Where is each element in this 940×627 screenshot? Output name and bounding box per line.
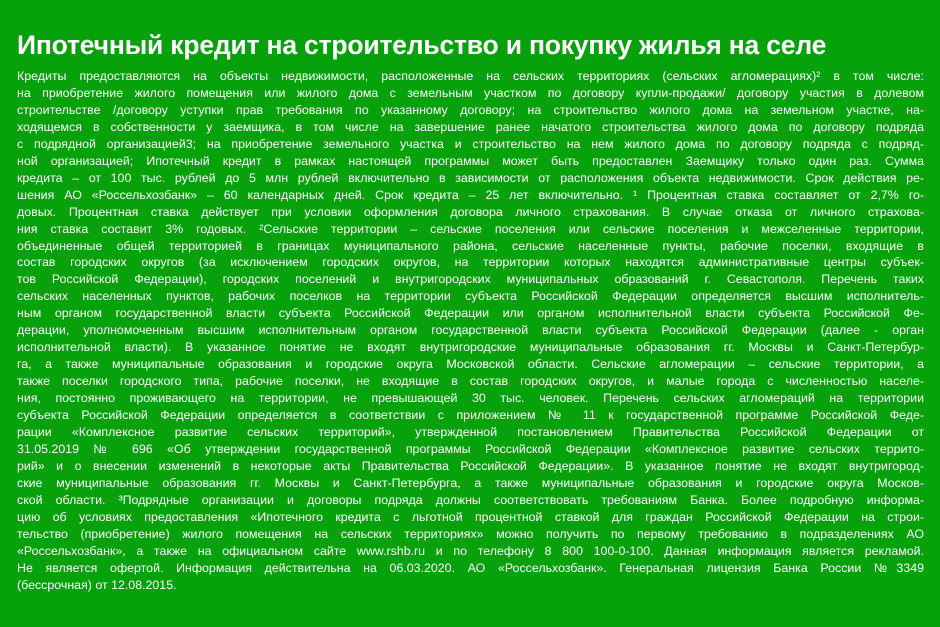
text-line: также поселки городского типа, рабочие поселки, не входящие в состав городских округов, и малые города с численностью населе- <box>17 374 924 389</box>
text-line: га, а также муниципальные образования и городские округа Московской области. Сельские агломерации – сельские территории, а <box>17 357 924 372</box>
text-line: (бессрочная) от 12.08.2015. <box>17 577 177 592</box>
text-line: рации «Комплексное развитие сельских территорий», утвержденной постановлением Правительства Российской Федерации от <box>17 425 924 440</box>
text-line: шения АО «Россельхозбанк» – 60 календарных дней. Срок кредита – 25 лет включительно. ¹ Процентная ставка составляет от 2,7% го- <box>17 187 924 202</box>
text-line: на приобретение жилого помещения или жилого дома с земельным участком по договору купли-продажи/ договору участия в долевом <box>17 85 924 100</box>
text-line: тов Российской Федерации), городских поселений и внутригородских муниципальных образований г. Севастополя. Перечень таких <box>17 272 924 287</box>
text-line: Не является офертой. Информация действительна на 06.03.2020. АО «Россельхозбанк». Генеральная лицензия Банка России №3349 <box>17 560 924 575</box>
page-title: Ипотечный кредит на строительство и покупку жилья на селе <box>17 30 827 60</box>
text-line: сельских населенных пунктов, рабочих поселков на территории субъекта Российской Федерации определяется высшим исполнитель- <box>17 289 924 304</box>
text-line: Кредиты предоставляются на объекты недвижимости, расположенные на сельских территориях (сельских агломерациях)² в том числе: <box>17 69 924 83</box>
text-line: субъекта Российской Федерации определяется в соответствии с приложением № 11 к государственной программе Российской Феде- <box>17 408 924 423</box>
text-line: цию об условиях предоставления «Ипотечного кредита с льготной процентной ставкой для граждан Российской Федерации на строи- <box>17 509 924 524</box>
text-line: ной организацией; Ипотечный кредит в рамках настоящей программы может быть предоставлен Заемщику только один раз. Сумма <box>17 153 924 168</box>
text-line: рий» и о внесении изменений в некоторые акты Правительства Российской Федерации». В указанное понятие не входят внутригород- <box>17 458 924 473</box>
text-line: исполнительной власти). В указанное понятие не входят внутригородские муниципальные образования гг. Москвы и Санкт-Петербур- <box>17 340 924 355</box>
text-line: довых. Процентная ставка действует при условии оформления договора личного страхования. В случае отказа от личного страхова- <box>17 204 924 219</box>
text-line: кредита – от 100 тыс. рублей до 5 млн рублей включительно в зависимости от расположения объекта недвижимости. Срок действия ре- <box>17 170 924 185</box>
text-line: ния, постоянно проживающего на территории, не превышающей 30 тыс. человек. Перечень сельских агломераций на территории <box>17 391 924 406</box>
text-line: тельство (приобретение) жилого помещения на сельских территориях» можно получить по первому требованию в подразделениях АО <box>17 526 924 541</box>
text-line: ходящемся в собственности у заемщика, в том числе на завершение ранее начатого строительства жилого дома по договору подряда <box>17 119 924 134</box>
text-line: с подрядной организацией3; на приобретение земельного участка и строительство на нем жилого дома по договору подряда с подряд- <box>17 136 924 151</box>
text-line: состав городских округов (за исключением городских округов, на территории которых находятся административные центры субъек- <box>17 255 924 270</box>
text-line: «Россельхозбанк», а также на официальном сайте www.rshb.ru и по телефону 8 800 100-0-100. Данная информация является рекламой. <box>17 543 924 558</box>
disclaimer-text <box>17 68 924 594</box>
text-line: ния ставка составит 3% годовых. ²Сельские территории – сельские поселения или сельские поселения и межселенные территории, <box>17 221 924 236</box>
text-line: ские муниципальные образования гг. Москвы и Санкт-Петербурга, а также муниципальные образования и городские округа Москов- <box>17 475 924 490</box>
text-line: строительстве /договору уступки прав требования по указанному договору; на строительство жилого дома на земельном участке, на- <box>17 102 924 117</box>
text-line: 31.05.2019 № 696 «Об утверждении государственной программы Российской Федерации «Комплексное развитие сельских террито- <box>17 441 924 456</box>
text-line: ным органом государственной власти субъекта Российской Федерации или органом исполнительной власти субъекта Российской Фе- <box>17 306 924 321</box>
text-line: ской области. ³Подрядные организации и договоры подряда должны соответствовать требованиям Банка. Более подробную информа- <box>17 492 924 507</box>
text-line: дерации, уполномоченным высшим исполнительным органом государственной власти субъекта Российской Федерации (далее - орган <box>17 323 924 338</box>
text-line: объединенные общей территорией в границах муниципального района, сельские населенные пункты, рабочие поселки, входящие в <box>17 238 924 253</box>
